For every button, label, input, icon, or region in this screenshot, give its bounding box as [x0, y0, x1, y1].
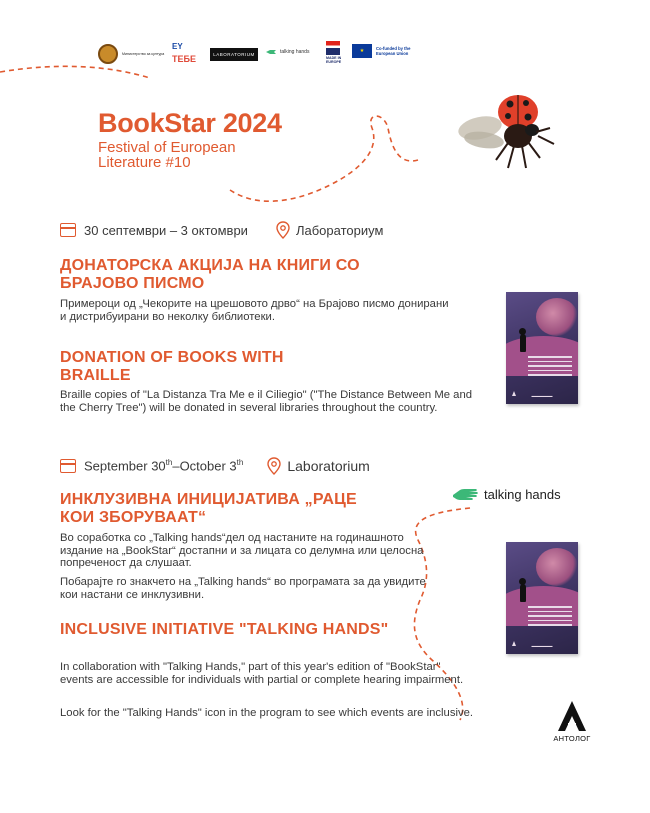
braille-donation-text-en: Braille copies of "La Distanza Tra Me e il Ciliegio" ("The Distance Between Me and the Cherry Tree") will be donated in several libraries throughout the country.	[60, 389, 473, 414]
talking-hands-heading-en: INCLUSIVE INITIATIVE "TALKING HANDS"	[60, 621, 389, 638]
location-pin-icon	[267, 457, 281, 475]
festival-title: BookStar 2024	[98, 108, 282, 138]
made-in-europe-icon	[326, 41, 340, 55]
festival-subtitle: Festival of European Literature #10	[98, 139, 236, 171]
eu-tebe-logo: EY ТЕБЕ	[172, 42, 196, 64]
ladybug-illustration	[458, 88, 558, 180]
antolog-a-icon	[557, 700, 587, 732]
ministry-logo: Министерство за култура	[98, 44, 180, 64]
braille-donation-heading-en: DONATION OF BOOKS WITH BRAILLE	[60, 349, 284, 384]
talking-hands-heading-mk: ИНКЛУЗИВНА ИНИЦИЈАТИВА „РАЦЕ КОИ ЗБОРУВААТ“	[60, 491, 357, 526]
talking-hands-small-logo: talking hands	[265, 48, 309, 56]
antolog-publisher-logo: АНТОЛОГ	[552, 700, 592, 743]
talking-hands-text-mk-2: Побарајте го знакчето на „Talking hands“ во програмата за да увидите кои настани се инклузивни.	[60, 576, 426, 601]
calendar-icon	[60, 459, 76, 473]
talking-hands-text-en-2: Look for the "Talking Hands" icon in the program to see which events are inclusive.	[60, 707, 474, 719]
partner-logos	[90, 40, 530, 70]
laboratorium-logo: LABORATORIUM	[210, 48, 258, 61]
event-place-en: Laboratorium	[287, 458, 370, 474]
talking-hands-text-en-1: In collaboration with "Talking Hands," part of this year's edition of "BookStar" events are accessible for individuals with partial or complete hearing impairment.	[60, 661, 464, 686]
event-place-mk: Лабораториум	[295, 222, 384, 238]
eu-cofunded-logo: ★ Co-funded by the European Union	[352, 44, 428, 58]
book-cover-image: ▬▬▬▬▬▬	[506, 292, 578, 404]
braille-donation-text-mk: Примероци од „Чекорите на црешовото дрво“ на Брајово писмо донирани и дистрибуирани во неколку библиотеки.	[60, 298, 449, 323]
talking-hands-icon	[452, 486, 478, 502]
event-info-mk	[60, 221, 383, 239]
event-date-en: September 30th–October 3th	[84, 458, 244, 474]
talking-hands-logo: talking hands	[452, 486, 561, 502]
braille-donation-heading-mk: ДОНАТОРСКА АКЦИЈА НА КНИГИ СО БРАЈОВО ПИСМО	[60, 257, 360, 292]
book-cover-image: ▬▬▬▬▬▬	[506, 542, 578, 654]
talking-hands-text-mk-1: Во соработка со „Talking hands“дел од настаните на годинашното издание на „BookStar“ достапни и за лицата со делумна или целосна попреченост да слушаат.	[60, 532, 424, 569]
made-in-europe-logo: MADE IN EUROPE	[326, 41, 346, 64]
ministry-seal-icon	[98, 44, 118, 64]
talking-hands-icon	[265, 48, 277, 56]
calendar-icon	[60, 223, 76, 237]
eu-flag-icon: ★	[352, 44, 372, 58]
event-info-en	[60, 457, 370, 475]
event-date-mk: 30 септември – 3 октомври	[84, 222, 248, 238]
location-pin-icon	[276, 221, 290, 239]
